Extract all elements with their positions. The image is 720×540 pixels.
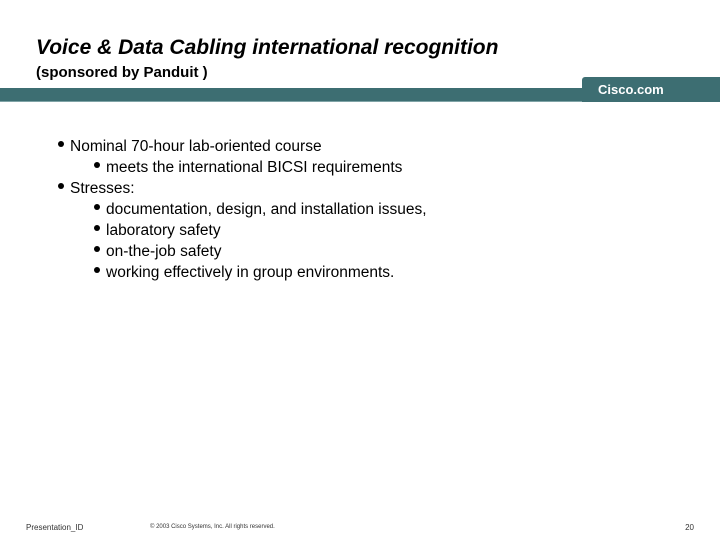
slide-subtitle: (sponsored by Panduit ) — [36, 64, 208, 81]
bullet-text: working effectively in group environments. — [106, 264, 395, 281]
bullet-text: meets the international BICSI requirements — [106, 159, 403, 176]
bullet-item — [58, 136, 698, 157]
sub-bullet-item — [58, 262, 698, 283]
bullet-item — [58, 178, 698, 199]
bullet-dot-icon — [94, 267, 100, 273]
bullet-dot-icon — [58, 183, 64, 189]
bullet-dot-icon — [58, 141, 64, 147]
bullet-text: Nominal 70-hour lab-oriented course — [70, 138, 322, 155]
sub-bullet-item — [58, 220, 698, 241]
bullet-dot-icon — [94, 225, 100, 231]
sub-bullet-item — [58, 241, 698, 262]
bullet-dot-icon — [94, 246, 100, 252]
brand-label: Cisco.com — [598, 82, 664, 97]
sub-bullet-item — [58, 199, 698, 220]
bullet-dot-icon — [94, 204, 100, 210]
bullet-text: laboratory safety — [106, 222, 221, 239]
sub-bullet-item — [58, 157, 698, 178]
footer-copyright: © 2003 Cisco Systems, Inc. All rights reserved. — [150, 524, 275, 530]
bullet-text: documentation, design, and installation issues, — [106, 201, 427, 218]
bullet-list — [58, 136, 698, 283]
slide-title: Voice & Data Cabling international recognition — [36, 36, 499, 59]
bullet-text: on-the-job safety — [106, 243, 222, 260]
bullet-dot-icon — [94, 162, 100, 168]
footer-presentation-id: Presentation_ID — [26, 523, 84, 532]
footer-page-number: 20 — [685, 523, 694, 532]
bullet-text: Stresses: — [70, 180, 135, 197]
